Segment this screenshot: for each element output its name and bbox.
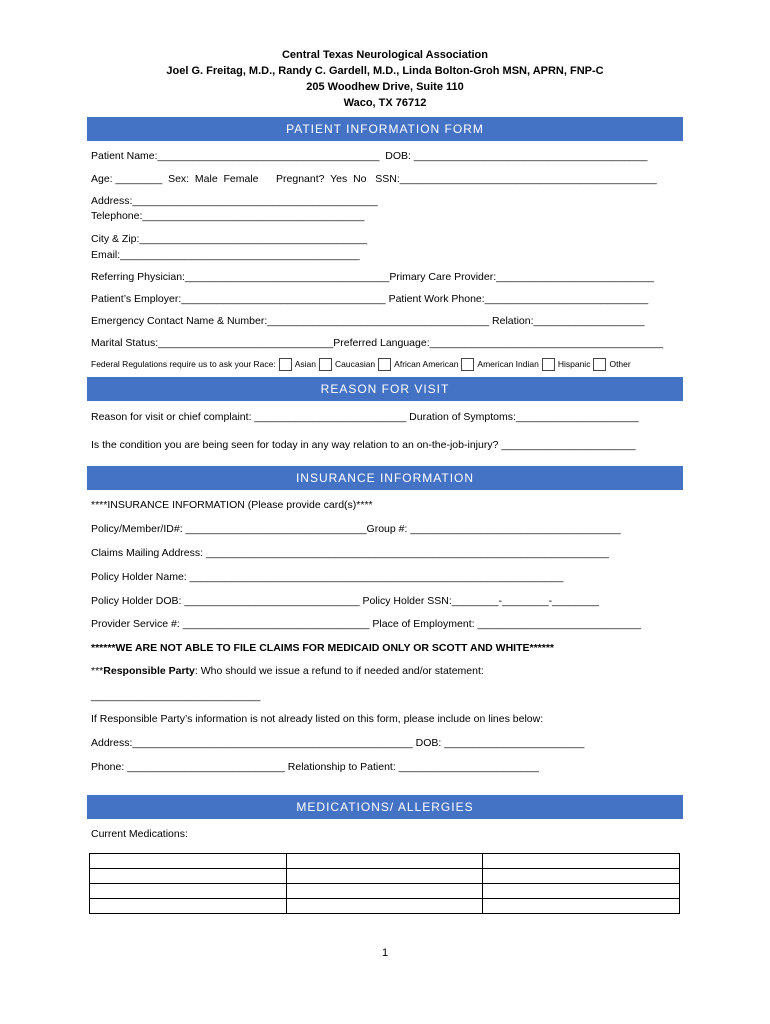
table-cell[interactable] xyxy=(286,884,483,899)
doctors-line: Joel G. Freitag, M.D., Randy C. Gardell, M.D., Linda Bolton-Groh MSN, APRN, FNP-C xyxy=(166,65,604,77)
city-zip-field[interactable]: City & Zip:_______________________________________ xyxy=(91,233,368,245)
responsible-party-note: If Responsible Party’s information is not already listed on this form, please include on lines below: xyxy=(91,713,544,725)
table-cell[interactable] xyxy=(483,899,680,914)
email-field[interactable]: Email:_________________________________________ xyxy=(91,249,360,261)
responsible-party-question xyxy=(91,665,484,678)
responsible-party-label: Responsible Party xyxy=(103,665,195,677)
age-sex-pregnant-ssn-field[interactable]: Age: ________ Sex: Male Female Pregnant? Yes No SSN:____________________________________________ xyxy=(91,173,657,185)
policy-group-field[interactable]: Policy/Member/ID#: _______________________________Group #: ____________________________________ xyxy=(91,523,621,535)
table-cell[interactable] xyxy=(90,884,287,899)
table-cell[interactable] xyxy=(90,899,287,914)
table-cell[interactable] xyxy=(286,869,483,884)
provider-service-field[interactable]: Provider Service #: ________________________________ Place of Employment: ____________________________ xyxy=(91,618,641,630)
race-checkbox-asian[interactable] xyxy=(279,358,292,371)
table-cell[interactable] xyxy=(483,869,680,884)
table-cell[interactable] xyxy=(483,854,680,869)
table-cell[interactable] xyxy=(286,854,483,869)
referring-physician-field[interactable]: Referring Physician:___________________________________Primary Care Provider:___________________________ xyxy=(91,271,654,283)
race-option-asian: Asian xyxy=(294,359,316,369)
section-patient-information: PATIENT INFORMATION FORM xyxy=(87,117,683,141)
race-option-hispanic: Hispanic xyxy=(557,359,591,369)
medications-table xyxy=(89,853,680,914)
race-checkbox-caucasian[interactable] xyxy=(319,358,332,371)
race-question xyxy=(91,357,632,371)
race-checkbox-hispanic[interactable] xyxy=(542,358,555,371)
telephone-field[interactable]: Telephone:______________________________________ xyxy=(91,210,365,222)
table-cell[interactable] xyxy=(286,899,483,914)
race-option-african-american: African American xyxy=(394,359,459,369)
race-label: Federal Regulations require us to ask your Race: xyxy=(91,359,276,369)
race-option-other: Other xyxy=(609,359,631,369)
claims-address-field[interactable]: Claims Mailing Address: _____________________________________________________________________ xyxy=(91,547,609,559)
section-medications-allergies: MEDICATIONS/ ALLERGIES xyxy=(87,795,683,819)
responsible-party-text: : Who should we issue a refund to if needed and/or statement: xyxy=(194,665,484,677)
current-medications-label: Current Medications: xyxy=(91,828,188,840)
race-checkbox-american-indian[interactable] xyxy=(461,358,474,371)
rp-phone-relationship-field[interactable]: Phone: ___________________________ Relationship to Patient: ________________________ xyxy=(91,761,539,773)
table-row xyxy=(90,899,680,914)
page-number: 1 xyxy=(381,947,389,959)
address-field[interactable]: Address:__________________________________________ xyxy=(91,195,378,207)
policy-holder-name-field[interactable]: Policy Holder Name: ________________________________________________________________ xyxy=(91,571,564,583)
table-row xyxy=(90,854,680,869)
race-checkbox-african-american[interactable] xyxy=(378,358,391,371)
table-row xyxy=(90,884,680,899)
table-cell[interactable] xyxy=(90,869,287,884)
city-line: Waco, TX 76712 xyxy=(343,97,427,109)
section-reason-for-visit: REASON FOR VISIT xyxy=(87,377,683,401)
race-option-american-indian: American Indian xyxy=(477,359,539,369)
responsible-party-field[interactable]: _____________________________ xyxy=(91,690,261,702)
marital-status-field[interactable]: Marital Status:______________________________Preferred Language:________________________________________ xyxy=(91,337,664,349)
policy-holder-dob-ssn-field[interactable]: Policy Holder DOB: ______________________________ Policy Holder SSN:________-________-________ xyxy=(91,595,599,607)
table-cell[interactable] xyxy=(483,884,680,899)
job-injury-field[interactable]: Is the condition you are being seen for today in any way relation to an on-the-job-injury? _______________________ xyxy=(91,439,636,451)
rp-address-dob-field[interactable]: Address:________________________________________________ DOB: ________________________ xyxy=(91,737,585,749)
org-name: Central Texas Neurological Association xyxy=(281,49,488,61)
insurance-intro: ****INSURANCE INFORMATION (Please provide card(s)**** xyxy=(91,499,373,511)
medicaid-notice: ******WE ARE NOT ABLE TO FILE CLAIMS FOR MEDICAID ONLY OR SCOTT AND WHITE****** xyxy=(91,642,555,654)
race-option-caucasian: Caucasian xyxy=(335,359,376,369)
race-checkbox-other[interactable] xyxy=(593,358,606,371)
responsible-prefix: *** xyxy=(91,665,104,677)
address-line: 205 Woodhew Drive, Suite 110 xyxy=(306,81,464,93)
table-cell[interactable] xyxy=(90,854,287,869)
patient-name-dob-field[interactable]: Patient Name:______________________________________ DOB: ________________________________________ xyxy=(91,150,648,162)
emergency-contact-field[interactable]: Emergency Contact Name & Number:______________________________________ Relation:___________________ xyxy=(91,315,645,327)
table-row xyxy=(90,869,680,884)
employer-field[interactable]: Patient’s Employer:___________________________________ Patient Work Phone:____________________________ xyxy=(91,293,649,305)
chief-complaint-field[interactable]: Reason for visit or chief complaint: __________________________ Duration of Symptoms:_____________________ xyxy=(91,411,639,423)
section-insurance-information: INSURANCE INFORMATION xyxy=(87,466,683,490)
